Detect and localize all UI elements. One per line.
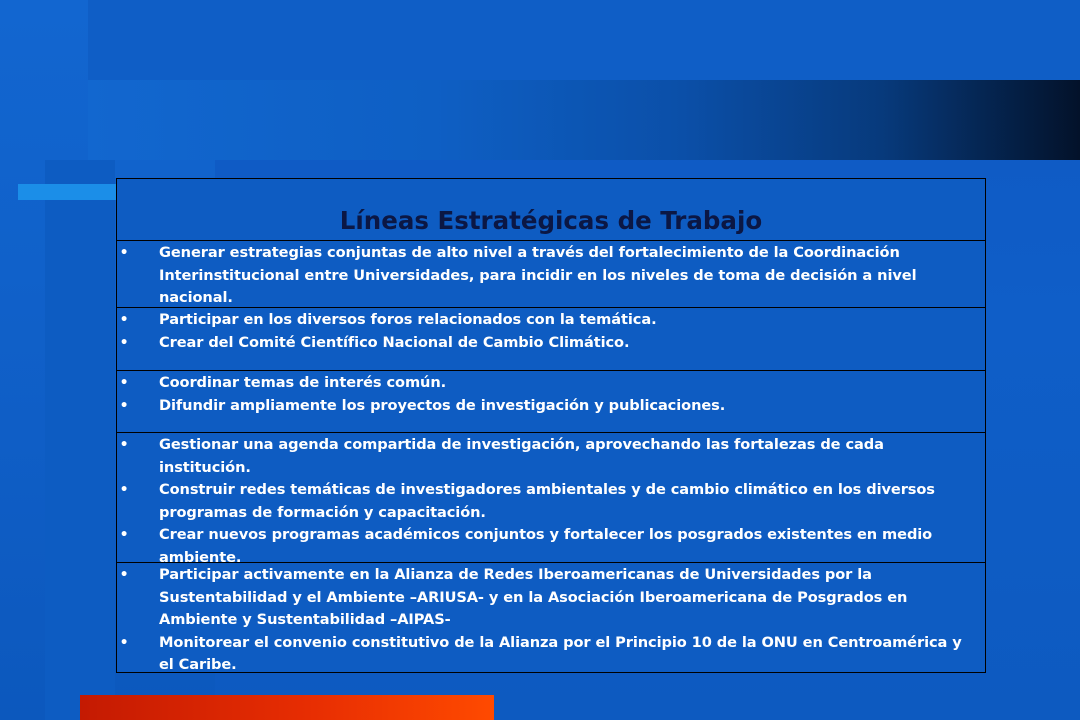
strategy-list [117,309,985,354]
strategy-list [117,564,985,677]
bullet-icon: • [119,245,129,261]
bullet-icon: • [119,397,129,414]
list-item [117,434,985,479]
strategy-section-2 [117,307,985,370]
list-item [117,372,985,395]
bottom-red-bar [80,695,494,720]
strategy-section-1 [117,240,985,307]
bullet-icon: • [119,482,129,498]
list-item [117,632,985,677]
list-item [117,564,985,632]
item-text: Participar activamente en la Alianza de Redes Iberoamericanas de Universidades por la Sustentabilidad y el Ambiente –ARIUSA- y en la Asociación Iberoamericana de Posgrados en Ambiente y Sustentabilidad –AIPAS- [159,566,908,628]
item-text: Generar estrategias conjuntas de alto nivel a través del fortalecimiento de la Coordinación Interinstitucional entre Universidades, para incidir en los niveles de toma de decisión a nivel nacional. [159,244,917,306]
bullet-icon: • [119,312,129,328]
item-text: Construir redes temáticas de investigadores ambientales y de cambio climático en los diversos programas de formación y capacitación. [159,481,935,521]
item-text: Difundir ampliamente los proyectos de investigación y publicaciones. [159,396,726,414]
strategy-list [117,372,985,417]
bullet-icon: • [119,334,129,351]
bullet-icon: • [119,437,129,453]
bullet-icon: • [119,634,129,651]
strategy-list [117,434,985,569]
top-gradient-band [88,80,1080,160]
item-text: Crear nuevos programas académicos conjuntos y fortalecer los posgrados existentes en medio ambiente. [159,526,933,566]
item-text: Crear del Comité Científico Nacional de Cambio Climático. [159,333,630,351]
item-text: Monitorear el convenio constitutivo de la Alianza por el Principio 10 de la ONU en Centroamérica y el Caribe. [159,633,962,673]
list-item [117,309,985,332]
strategies-table [116,178,986,673]
item-text: Gestionar una agenda compartida de investigación, aprovechando las fortalezas de cada institución. [159,436,884,476]
bullet-icon: • [119,527,129,543]
list-item [117,332,985,355]
list-item [117,479,985,524]
strategy-section-3 [117,370,985,432]
strategy-section-5 [117,562,985,673]
left-decor-inner [45,160,115,720]
item-text: Participar en los diversos foros relacionados con la temática. [159,311,657,328]
top-decor-block [88,0,1080,80]
bullet-icon: • [119,567,129,583]
list-item [117,242,985,310]
item-text: Coordinar temas de interés común. [159,374,447,391]
slide-title: Líneas Estratégicas de Trabajo [339,206,763,235]
strategy-list [117,242,985,310]
strategy-section-4 [117,432,985,566]
list-item [117,395,985,418]
bullet-icon: • [119,375,129,391]
